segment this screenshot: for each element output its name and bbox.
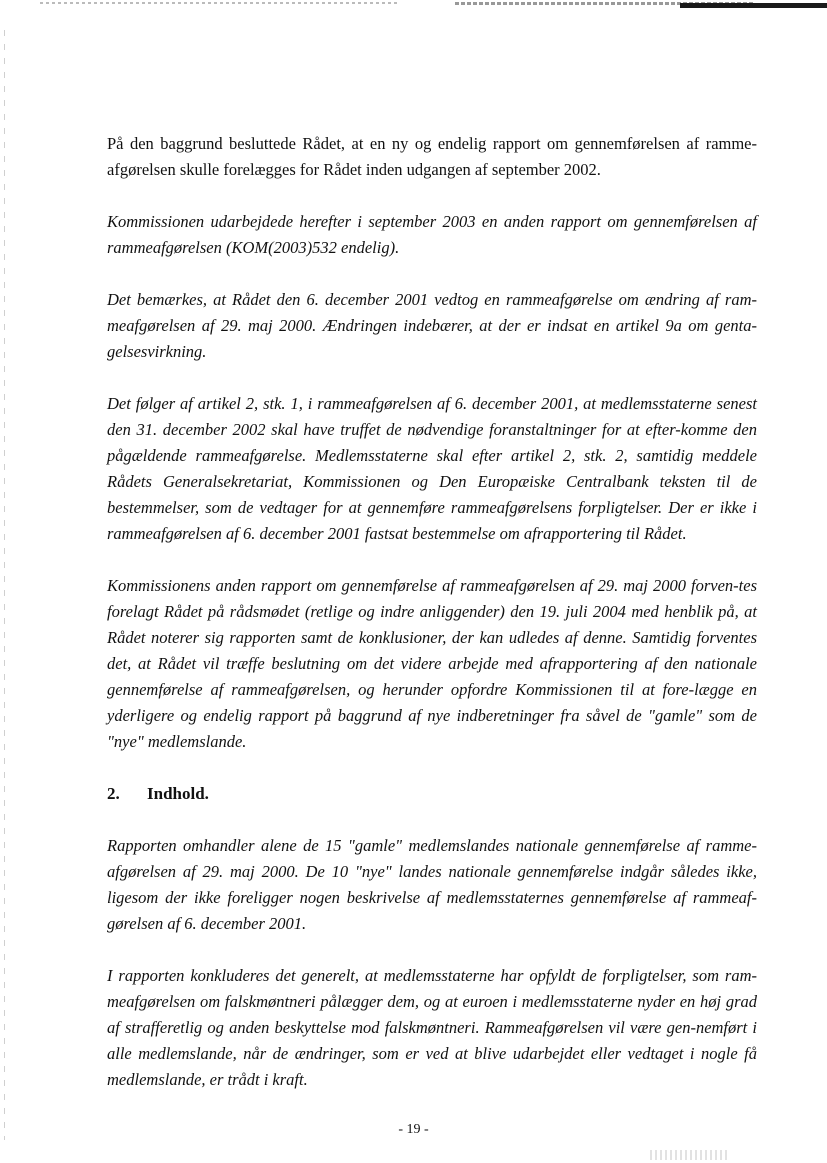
- paragraph: Kommissionen udarbejdede herefter i september 2003 en anden rapport om gennemførelsen af rammeafgørelsen (KOM(2003)532 endelig).: [107, 212, 757, 257]
- scan-artifact-bottom: [650, 1150, 730, 1160]
- paragraph: Det følger af artikel 2, stk. 1, i rammeafgørelsen af 6. december 2001, at medlemsstaterne senest den 31. december 2002 skal have truffet de nødvendige foranstaltninger for at efter-komme den pågældende rammeafgørelse. Medlemsstaterne skal efter artikel 2, stk. 2, samtidig meddele Rådets Generalsekretariat, Kommissionen og Den Europæiske Centralbank teksten til de bestemmelser, som de vedtager for at gennemføre rammeafgørelsens forpligtelser. Der er ikke i rammeafgørelsen af 6. december 2001 fastsat bestemmelse om afrapportering til Rådet.: [107, 394, 757, 543]
- section-heading: [107, 781, 757, 807]
- paragraph: I rapporten konkluderes det generelt, at medlemsstaterne har opfyldt de forpligtelser, som ram-meafgørelsen om falskmøntneri pålægger dem, og at euroen i medlemsstaterne nyder en høj grad af strafferetlig og anden beskyttelse mod falskmøntneri. Rammeafgørelsen vil være gen-nemført i alle medlemslande, når de ændringer, som er ved at blive udarbejdet eller vedtaget i nogle få medlemslande, er trådt i kraft.: [107, 966, 757, 1089]
- section-title: Indhold.: [147, 784, 209, 803]
- paragraph: Det bemærkes, at Rådet den 6. december 2001 vedtog en rammeafgørelse om ændring af ram-meafgørelsen af 29. maj 2000. Ændringen indebærer, at der er indsat en artikel 9a om genta-gelsesvirkning.: [107, 290, 757, 361]
- scan-noise-band: [40, 2, 400, 4]
- scan-edge-bar: [680, 3, 827, 8]
- page-number: - 19 -: [398, 1122, 429, 1137]
- paragraph: Kommissionens anden rapport om gennemførelse af rammeafgørelsen af 29. maj 2000 forven-tes forelagt Rådet på rådsmødet (retlige og indre anliggender) den 19. juli 2004 med henblik på, at Rådet noterer sig rapporten samt de konklusioner, der kan udledes af denne. Samtidig forventes det, at Rådet vil træffe beslutning om det videre arbejde med afrapportering af den nationale gennemførelse af rammeafgørelsen, og herunder opfordre Kommissionen til at fore-lægge en yderligere og endelig rapport på baggrund af nye indberetninger fra såvel de "gamle" som de "nye" medlemslande.: [107, 576, 757, 751]
- scan-artifact-top: [0, 0, 827, 12]
- section-number: 2.: [107, 784, 120, 803]
- paragraph: På den baggrund besluttede Rådet, at en ny og endelig rapport om gennemførelsen af ramme-afgørelsen skulle forelægges for Rådet inden udgangen af september 2002.: [107, 134, 757, 179]
- document-body: [107, 131, 757, 1119]
- paragraph: Rapporten omhandler alene de 15 "gamle" medlemslandes nationale gennemførelse af ramme-afgørelsen af 29. maj 2000. De 10 "nye" landes nationale gennemførelse indgår således ikke, ligesom der ikke foreligger nogen beskrivelse af medlemsstaternes gennemførelse af rammeaf-gørelsen af 6. december 2001.: [107, 836, 757, 933]
- scan-artifact-left-edge: [4, 30, 5, 1140]
